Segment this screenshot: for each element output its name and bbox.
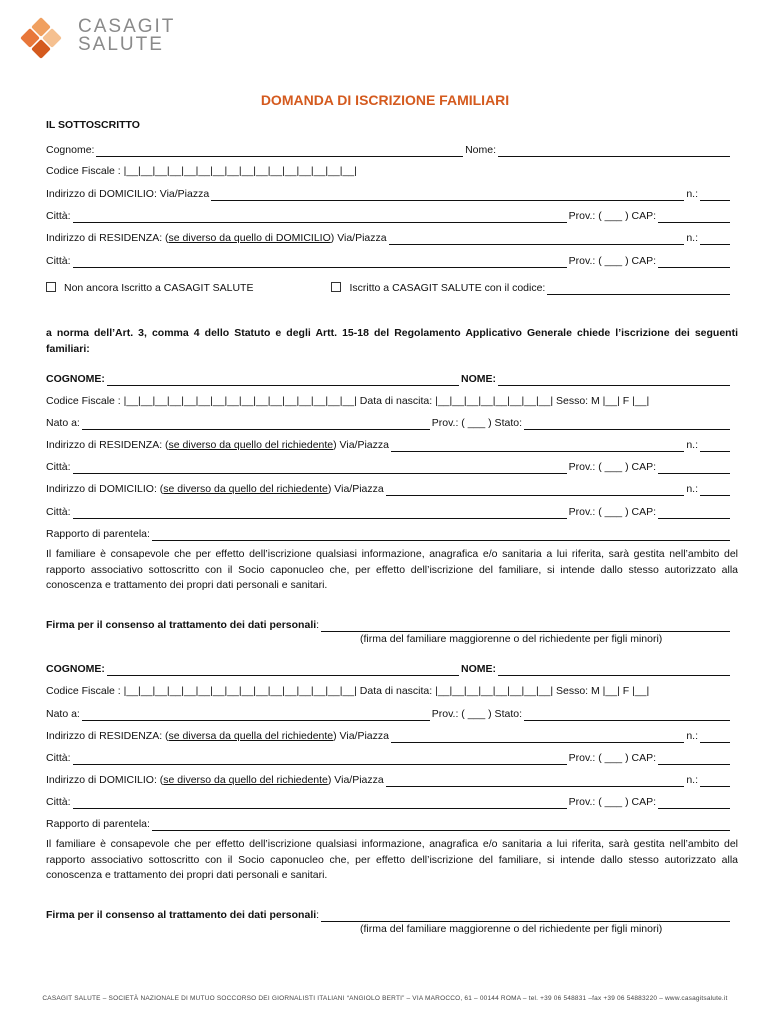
page-title: DOMANDA DI ISCRIZIONE FAMILIARI [260, 92, 510, 108]
nome-field[interactable] [498, 145, 730, 157]
fam1-residenza-via-field[interactable] [391, 440, 684, 452]
fam1-domicilio-civico-field[interactable] [700, 484, 730, 496]
fam1-domicilio-cap-field[interactable] [658, 507, 730, 519]
row-cognome-nome: Cognome: Nome: [46, 143, 732, 157]
checkbox-icon[interactable] [46, 282, 56, 292]
fam2-cf-field[interactable]: |__|__|__|__|__|__|__|__|__|__|__|__|__|__|__|__| [123, 685, 357, 697]
domicilio-civico-field[interactable] [700, 189, 730, 201]
fam2-row-residenza: Indirizzo di RESIDENZA: ( se diversa da quella del richiedente ) Via/Piazza n.: [46, 729, 732, 743]
page-footer: CASAGIT SALUTE – SOCIETÀ NAZIONALE DI MUTUO SOCCORSO DEI GIORNALISTI ITALIANI “ANGIOLO BERTI” – VIA MAROCCO, 61 – 00144 ROMA – tel. +39 06 548831 –fax +39 06 54883220 – www.casagitsalute.it [42, 995, 728, 1002]
fam1-residenza-civico-field[interactable] [700, 440, 730, 452]
fam1-cognome-field[interactable] [107, 374, 459, 386]
fam1-sesso-field[interactable]: Sesso: M |__| F |__| [556, 395, 650, 407]
iscritto-option[interactable]: Iscritto a CASAGIT SALUTE con il codice: [331, 281, 545, 295]
fam1-rapporto-field[interactable] [152, 529, 730, 541]
fam2-nome-field[interactable] [498, 664, 730, 676]
fam2-domicilio-cap-field[interactable] [658, 797, 730, 809]
fam2-domicilio-civico-field[interactable] [700, 775, 730, 787]
fam1-domicilio-citta-field[interactable] [73, 507, 567, 519]
fam2-row-rapporto: Rapporto di parentela: [46, 817, 732, 831]
fam2-rapporto-field[interactable] [152, 819, 730, 831]
logo-text: CASAGIT SALUTE [78, 16, 176, 55]
fam2-domicilio-citta-field[interactable] [73, 797, 567, 809]
fam1-nome-field[interactable] [498, 374, 730, 386]
row-iscrizione [46, 281, 732, 295]
fam1-row-domicilio: Indirizzo di DOMICILIO: ( se diverso da quello del richiedente ) Via/Piazza n.: [46, 482, 732, 496]
fam2-row-nato: Nato a: Prov.: ( ___ ) Stato: [46, 707, 732, 721]
row-codice-fiscale: Codice Fiscale : |__|__|__|__|__|__|__|__|__|__|__|__|__|__|__|__| [46, 165, 357, 177]
fam2-row-firma: Firma per il consenso al trattamento dei dati personali : [46, 908, 732, 922]
fam1-row-citta-res: Città: Prov.: ( ___ ) CAP: [46, 460, 732, 474]
row-indirizzo-residenza: Indirizzo di RESIDENZA: ( se diverso da quello di DOMICILIO ) Via/Piazza n.: [46, 231, 732, 245]
fam1-row-cognome-nome: COGNOME: NOME: [46, 372, 732, 386]
fam2-stato-field[interactable] [524, 709, 730, 721]
fam1-consenso-text: Il familiare è consapevole che per effetto dell’iscrizione qualsiasi informazione, anagrafica e/o sanitaria a lui riferita, sarà gestita nell’ambito del rapporto associativo sottoscritto con il Socio caponucleo che, per effetto dell’iscrizione del familiare, si intende dallo stesso autorizzato alla conoscenza e trattamento dei propri dati personali e sanitari. [46, 548, 738, 591]
row-citta-domicilio: Città: Prov.: ( ___ ) CAP: [46, 209, 732, 223]
fam1-row-residenza: Indirizzo di RESIDENZA: ( se diverso da quello del richiedente ) Via/Piazza n.: [46, 438, 732, 452]
fam2-row-cognome-nome: COGNOME: NOME: [46, 662, 732, 676]
fam1-firma-field[interactable] [321, 620, 730, 632]
domicilio-via-field[interactable] [211, 189, 684, 201]
codice-iscrizione-field[interactable] [547, 283, 730, 295]
fam2-row-citta-res: Città: Prov.: ( ___ ) CAP: [46, 751, 732, 765]
row-citta-residenza: Città: Prov.: ( ___ ) CAP: [46, 254, 732, 268]
fam2-nato-field[interactable] [82, 709, 430, 721]
non-iscritto-option[interactable]: Non ancora Iscritto a CASAGIT SALUTE [46, 281, 253, 295]
fam1-row-cf: Codice Fiscale : |__|__|__|__|__|__|__|__|__|__|__|__|__|__|__|__| Data di nascita: |__|__|__|__|__|__|__|__| Sesso: M |__| F |__| [46, 395, 650, 407]
residenza-civico-field[interactable] [700, 233, 730, 245]
section-heading: IL SOTTOSCRITTO [46, 119, 140, 131]
fam1-firma-note: (firma del familiare maggiorenne o del richiedente per figli minori) [360, 633, 663, 645]
fam1-data-nascita-field[interactable]: |__|__|__|__|__|__|__|__| [435, 395, 554, 407]
fam1-row-rapporto: Rapporto di parentela: [46, 527, 732, 541]
fam1-cf-field[interactable]: |__|__|__|__|__|__|__|__|__|__|__|__|__|__|__|__| [123, 395, 357, 407]
fam1-row-nato: Nato a: Prov.: ( ___ ) Stato: [46, 416, 732, 430]
fam1-nato-field[interactable] [82, 418, 430, 430]
fam1-stato-field[interactable] [524, 418, 730, 430]
residenza-citta-field[interactable] [73, 256, 567, 268]
fam1-row-citta-dom: Città: Prov.: ( ___ ) CAP: [46, 505, 732, 519]
fam2-residenza-civico-field[interactable] [700, 731, 730, 743]
codice-fiscale-field[interactable]: |__|__|__|__|__|__|__|__|__|__|__|__|__|__|__|__| [123, 165, 357, 177]
fam1-domicilio-via-field[interactable] [386, 484, 685, 496]
fam2-domicilio-via-field[interactable] [386, 775, 685, 787]
fam2-row-domicilio: Indirizzo di DOMICILIO: ( se diverso da quello del richiedente ) Via/Piazza n.: [46, 773, 732, 787]
residenza-cap-field[interactable] [658, 256, 730, 268]
casagit-logo [20, 18, 190, 58]
fam2-row-cf: Codice Fiscale : |__|__|__|__|__|__|__|__|__|__|__|__|__|__|__|__| Data di nascita: |__|__|__|__|__|__|__|__| Sesso: M |__| F |__| [46, 685, 650, 697]
fam2-row-citta-dom: Città: Prov.: ( ___ ) CAP: [46, 795, 732, 809]
row-indirizzo-domicilio: Indirizzo di DOMICILIO: Via/Piazza n.: [46, 187, 732, 201]
fam1-residenza-citta-field[interactable] [73, 462, 567, 474]
fam1-row-firma: Firma per il consenso al trattamento dei dati personali : [46, 618, 732, 632]
fam2-residenza-citta-field[interactable] [73, 753, 567, 765]
intro-text: a norma dell’Art. 3, comma 4 dello Statuto e degli Artt. 15-18 del Regolamento Applicativo Generale chiede l’iscrizione dei seguenti familiari: [46, 327, 738, 355]
fam2-sesso-field[interactable]: Sesso: M |__| F |__| [556, 685, 650, 697]
fam2-residenza-via-field[interactable] [391, 731, 684, 743]
fam2-residenza-cap-field[interactable] [658, 753, 730, 765]
checkbox-icon[interactable] [331, 282, 341, 292]
cognome-field[interactable] [96, 145, 463, 157]
fam1-residenza-cap-field[interactable] [658, 462, 730, 474]
fam2-data-nascita-field[interactable]: |__|__|__|__|__|__|__|__| [435, 685, 554, 697]
fam2-firma-field[interactable] [321, 910, 730, 922]
residenza-via-field[interactable] [389, 233, 685, 245]
fam2-firma-note: (firma del familiare maggiorenne o del richiedente per figli minori) [360, 923, 663, 935]
fam2-consenso-text: Il familiare è consapevole che per effetto dell’iscrizione qualsiasi informazione, anagrafica e/o sanitaria a lui riferita, sarà gestita nell’ambito del rapporto associativo sottoscritto con il Socio caponucleo che, per effetto dell’iscrizione del familiare, si intende dallo stesso autorizzato alla conoscenza e trattamento dei propri dati personali e sanitari. [46, 838, 738, 881]
domicilio-cap-field[interactable] [658, 211, 730, 223]
domicilio-citta-field[interactable] [73, 211, 567, 223]
fam2-cognome-field[interactable] [107, 664, 459, 676]
